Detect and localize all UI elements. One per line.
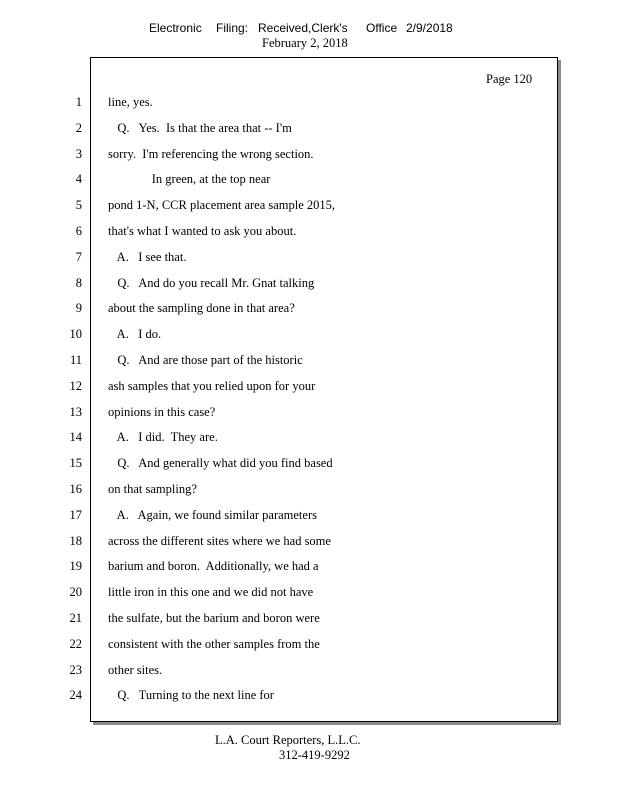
line-number: 15 bbox=[69, 456, 82, 471]
line-number: 12 bbox=[69, 378, 82, 393]
transcript-line-text: barium and boron. Additionally, we had a bbox=[108, 559, 319, 574]
line-number: 18 bbox=[69, 533, 82, 548]
page-number: Page 120 bbox=[486, 72, 533, 86]
transcript-line-text: In green, at the top near bbox=[108, 172, 271, 187]
filing-word-electronic: Electronic bbox=[149, 21, 202, 35]
transcript-line-text: Q. Yes. Is that the area that -- I'm bbox=[108, 120, 292, 135]
transcript-line-text: pond 1-N, CCR placement area sample 2015, bbox=[108, 198, 336, 213]
line-number: 21 bbox=[69, 611, 82, 625]
line-number: 17 bbox=[69, 507, 82, 522]
line-number: 3 bbox=[75, 146, 82, 161]
transcript-page bbox=[90, 57, 558, 722]
line-number: 11 bbox=[69, 353, 82, 367]
line-number: 1 bbox=[75, 95, 82, 109]
transcript-line-text: A. I do. bbox=[108, 327, 162, 342]
line-number: 13 bbox=[69, 404, 82, 419]
line-number: 9 bbox=[75, 301, 82, 316]
line-number: 10 bbox=[69, 327, 82, 342]
transcript-line-text: A. I see that. bbox=[108, 249, 187, 264]
transcript-line-text: Q. And generally what did you find based bbox=[108, 456, 333, 471]
transcript-line-text: A. Again, we found similar parameters bbox=[108, 507, 317, 522]
transcript-line-text: the sulfate, but the barium and boron were bbox=[108, 611, 320, 625]
transcript-line-text: consistent with the other samples from the bbox=[108, 636, 320, 651]
filing-stamp-date: 2/9/2018 bbox=[406, 21, 453, 35]
transcript-line-text: on that sampling? bbox=[108, 482, 197, 496]
line-number: 24 bbox=[69, 688, 82, 703]
transcript-line-text: line, yes. bbox=[108, 95, 153, 109]
filing-word-filing: Filing: bbox=[216, 21, 249, 35]
line-number: 14 bbox=[69, 430, 82, 445]
line-number: 22 bbox=[69, 636, 82, 651]
transcript-line-text: opinions in this case? bbox=[108, 404, 216, 419]
line-number: 23 bbox=[69, 662, 82, 677]
footer-company: L.A. Court Reporters, L.L.C. bbox=[215, 733, 361, 747]
filing-received-clerks: Received,Clerk's bbox=[258, 21, 348, 35]
transcript-line-text: little iron in this one and we did not have bbox=[108, 585, 314, 600]
footer-phone: 312-419-9292 bbox=[279, 748, 350, 762]
transcript-line-text: Q. And are those part of the historic bbox=[108, 353, 303, 367]
line-number: 20 bbox=[69, 585, 82, 600]
transcript-line-text: across the different sites where we had some bbox=[108, 533, 331, 548]
transcript-line-text: Q. Turning to the next line for bbox=[108, 688, 274, 703]
transcript-line-text: other sites. bbox=[108, 662, 163, 677]
transcript-line-text: A. I did. They are. bbox=[108, 430, 218, 445]
line-number: 5 bbox=[75, 198, 82, 213]
line-number: 8 bbox=[75, 275, 82, 290]
line-number: 4 bbox=[75, 172, 82, 187]
line-number: 19 bbox=[69, 559, 82, 574]
line-number: 6 bbox=[75, 224, 82, 238]
transcript-line-text: that's what I wanted to ask you about. bbox=[108, 224, 297, 238]
transcript-line-text: ash samples that you relied upon for your bbox=[108, 378, 316, 393]
transcript-line-text: about the sampling done in that area? bbox=[108, 301, 295, 316]
line-number: 2 bbox=[75, 120, 82, 135]
line-number: 16 bbox=[69, 482, 82, 496]
document-date: February 2, 2018 bbox=[262, 36, 348, 50]
line-number: 7 bbox=[75, 249, 82, 264]
transcript-line-text: sorry. I'm referencing the wrong section. bbox=[108, 146, 314, 161]
filing-office: Office bbox=[366, 21, 398, 35]
transcript-line-text: Q. And do you recall Mr. Gnat talking bbox=[108, 275, 315, 290]
